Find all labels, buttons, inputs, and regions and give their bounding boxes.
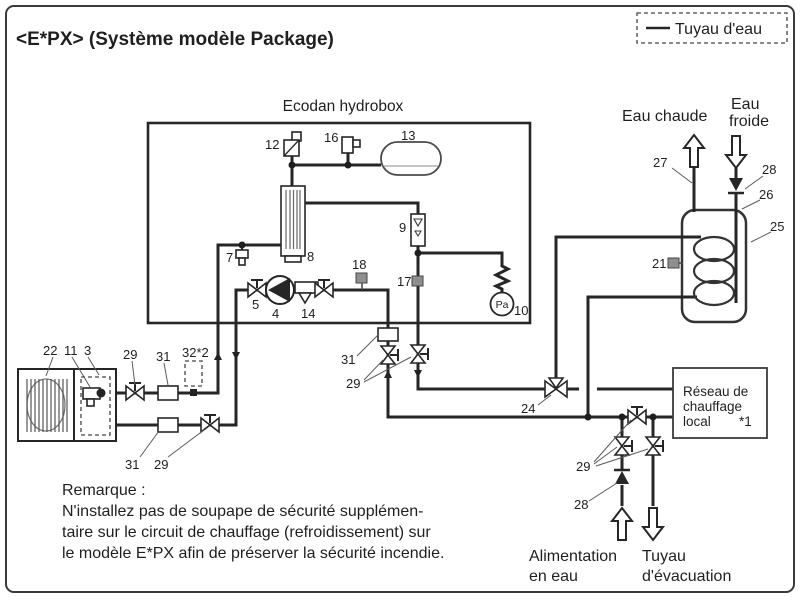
note-line3: taire sur le circuit de chauffage (refroidissement) sur: [62, 524, 431, 541]
network-line1: Réseau de: [683, 384, 749, 399]
label-5: 5: [252, 297, 260, 312]
label-12: 12: [265, 137, 280, 152]
label-27: 27: [653, 155, 668, 170]
cold-water-label-1: Eau: [731, 96, 760, 113]
label-16: 16: [324, 130, 339, 145]
label-21: 21: [652, 256, 667, 271]
hydrobox-title: Ecodan hydrobox: [282, 98, 404, 115]
label-29: 29: [346, 376, 361, 391]
expansion-vessel: [381, 142, 441, 175]
label-13: 13: [401, 128, 416, 143]
label-29: 29: [154, 457, 169, 472]
supply-label-2: en eau: [529, 568, 578, 585]
note-line2: N'installez pas de soupape de sécurité supplémen-: [62, 503, 424, 520]
label-26: 26: [759, 187, 774, 202]
label-25: 25: [770, 219, 785, 234]
label-9: 9: [399, 220, 407, 235]
label-3: 3: [84, 343, 92, 358]
heating-network-box: [673, 368, 767, 438]
sensor-17: [412, 276, 423, 286]
label-14: 14: [301, 306, 316, 321]
network-line3: local: [683, 414, 711, 429]
label-24: 24: [521, 401, 536, 416]
label-7: 7: [226, 250, 234, 265]
page-title: <E*PX> (Système modèle Package): [16, 29, 334, 50]
label-28: 28: [574, 497, 589, 512]
pressure-gauge: [491, 293, 514, 316]
legend-label: Tuyau d'eau: [675, 21, 762, 38]
cold-water-label-2: froide: [729, 113, 770, 130]
label-31: 31: [125, 457, 140, 472]
label-28: 28: [762, 162, 777, 177]
drain-label-1: Tuyau: [642, 548, 686, 565]
pump: [266, 276, 294, 304]
drain-label-2: d'évacuation: [642, 568, 732, 585]
label-31: 31: [341, 352, 356, 367]
hot-water-label: Eau chaude: [622, 108, 708, 125]
network-line2: chauffage: [683, 399, 743, 414]
label-11: 11: [64, 343, 78, 358]
note-line1: Remarque :: [62, 482, 146, 499]
gauge-unit-label: Pa: [495, 299, 509, 311]
label-10: 10: [514, 303, 529, 318]
label-18: 18: [352, 257, 367, 272]
label-22: 22: [43, 343, 58, 358]
heater: [281, 186, 305, 262]
outdoor-unit: [18, 369, 75, 441]
note-line4: le modèle E*PX afin de préserver la sécurité incendie.: [62, 545, 445, 562]
label-29: 29: [123, 347, 138, 362]
label-8: 8: [307, 249, 315, 264]
label-32: 32*2: [182, 345, 209, 360]
network-ref: *1: [739, 414, 752, 429]
label-31: 31: [156, 349, 171, 364]
label-17: 17: [397, 274, 412, 289]
label-4: 4: [272, 306, 280, 321]
supply-label-1: Alimentation: [529, 548, 618, 565]
connection-box: [74, 369, 116, 441]
label-29: 29: [576, 459, 591, 474]
flow-meter: [411, 214, 425, 246]
